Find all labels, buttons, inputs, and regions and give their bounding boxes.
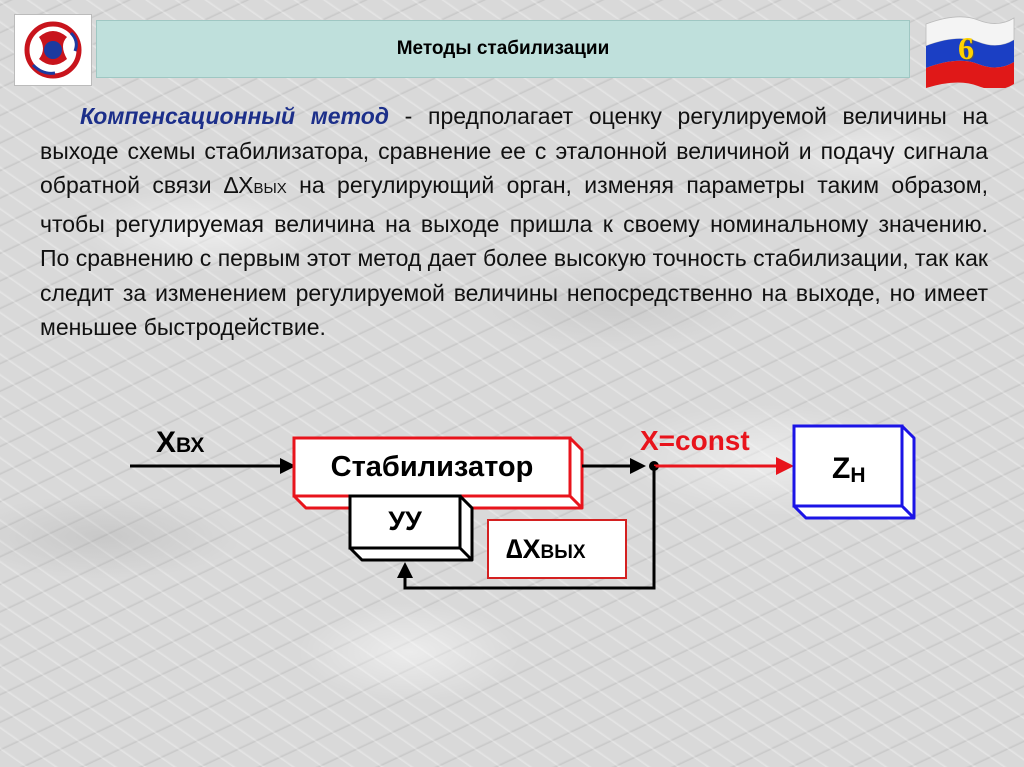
stabilizer-output-arrowhead xyxy=(630,458,646,474)
output-arrowhead xyxy=(776,457,794,475)
feedback-label-box xyxy=(488,520,626,578)
page-title: Методы стабилизации xyxy=(396,38,610,59)
block-diagram xyxy=(0,400,1024,600)
description-paragraph xyxy=(40,99,988,345)
slide-number: 6 xyxy=(958,29,974,66)
logo-emblem xyxy=(14,14,92,86)
method-term: Компенсационный метод xyxy=(80,103,389,129)
header-bar xyxy=(96,20,910,78)
delta-symbol: ∆X xyxy=(224,172,254,198)
output-label: X=const xyxy=(640,425,750,456)
control-unit-label: УУ xyxy=(388,506,422,536)
stabilizer-label: Стабилизатор xyxy=(330,451,534,483)
paragraph-part2: на регулирующий орган, изменяя параметры таким образом, чтобы регулируемая величина на выходе пришла к своему номинальному значению. По сравнению с первым этот метод дает более высокую точность стабилизации, так как следит за изменением регулируемой величины непосредственно на выходе, но имеет меньшее быстродействие. xyxy=(40,172,988,340)
control-unit-block xyxy=(350,496,472,560)
delta-subscript: ВЫХ xyxy=(253,180,287,197)
load-label: ZН xyxy=(832,452,866,487)
load-block xyxy=(794,426,914,518)
feedback-arrowhead xyxy=(397,562,413,578)
paragraph-part1: - предполагает оценку регулируемой величины на выходе схемы стабилизатора, сравнение ее с эталонной величиной и подачу сигнала обратной связи xyxy=(40,103,988,198)
emblem-icon xyxy=(15,15,91,85)
input-label: XВХ xyxy=(156,426,205,459)
feedback-label: ∆XВЫХ xyxy=(506,534,586,564)
